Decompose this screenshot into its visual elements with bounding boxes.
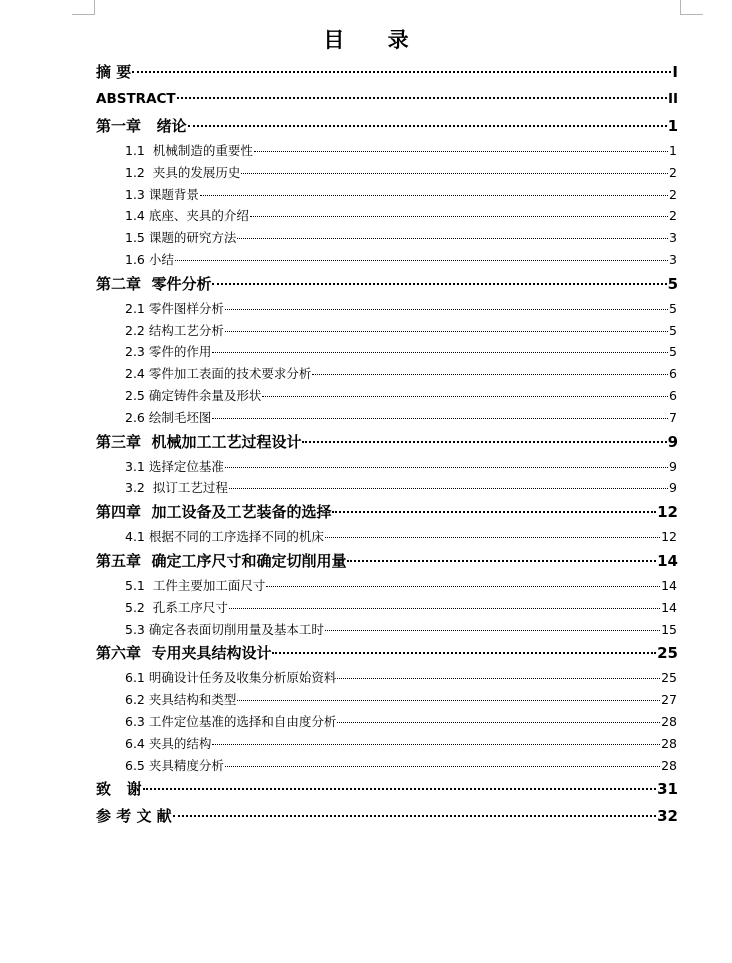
toc-entry-title: 第一章 绪论 — [96, 117, 187, 135]
dot-leader — [241, 173, 668, 174]
toc-section-entry[interactable] — [96, 526, 680, 548]
toc-entry-title: ABSTRACT — [96, 91, 176, 107]
toc-section-entry[interactable] — [96, 320, 680, 342]
toc-page-number: II — [667, 91, 678, 107]
toc-entry-title: 1.4 底座、夹具的介绍 — [125, 208, 249, 224]
toc-entry-title: 6.1 明确设计任务及收集分析原始资料 — [125, 670, 337, 686]
toc-section-entry[interactable] — [96, 667, 680, 689]
toc-title: 目 录 — [323, 28, 427, 52]
toc-section-entry[interactable] — [96, 597, 680, 619]
toc-entry-title: 参 考 文 献 — [96, 807, 172, 826]
toc-section-entry[interactable] — [96, 249, 680, 271]
toc-entry-title: 3.1 选择定位基准 — [125, 458, 224, 474]
dot-leader — [212, 283, 666, 285]
dot-leader — [266, 586, 660, 587]
toc-page-number: 2 — [669, 208, 677, 224]
toc-page-number: 28 — [661, 713, 677, 729]
toc-entry-title: 1.1 机械制造的重要性 — [125, 143, 253, 158]
toc-section-entry[interactable] — [96, 575, 680, 597]
toc-section-entry[interactable] — [96, 619, 680, 641]
toc-entry-title: 第二章 零件分析 — [96, 274, 212, 293]
toc-page-number: 25 — [657, 644, 678, 663]
toc-entry-title: 1.3 课题背景 — [125, 186, 199, 202]
toc-entry-title: 6.5 夹具精度分析 — [125, 757, 224, 773]
toc-chapter-entry[interactable] — [96, 113, 680, 140]
toc-entry-title: 3.2 拟订工艺过程 — [125, 480, 228, 496]
dot-leader — [262, 396, 668, 397]
toc-chapter-entry[interactable] — [96, 499, 680, 526]
toc-section-entry[interactable] — [96, 385, 680, 407]
toc-page-number: 14 — [661, 577, 677, 593]
dot-leader — [132, 71, 671, 73]
toc-entry-title: 5.3 确定各表面切削用量及基本工时 — [125, 621, 324, 637]
dot-leader — [177, 97, 667, 99]
toc-section-entry[interactable] — [96, 711, 680, 733]
toc-section-entry[interactable] — [96, 477, 680, 499]
toc-page-number: 5 — [667, 274, 678, 293]
dot-leader — [337, 722, 660, 723]
dot-leader — [225, 467, 668, 468]
dot-leader — [173, 815, 656, 817]
toc-chapter-entry[interactable] — [96, 776, 680, 803]
toc-page-number: 15 — [661, 621, 677, 637]
toc-section-entry[interactable] — [96, 298, 680, 320]
toc-chapter-entry[interactable] — [96, 86, 680, 113]
toc-section-entry[interactable] — [96, 162, 680, 184]
toc-page-number: 27 — [661, 692, 677, 708]
dot-leader — [237, 238, 668, 239]
table-of-contents — [96, 59, 680, 830]
toc-entry-title: 致 谢 — [96, 780, 142, 799]
toc-entry-title: 4.1 根据不同的工序选择不同的机床 — [125, 529, 324, 545]
toc-page-number: 2 — [669, 186, 677, 202]
toc-page-number: 25 — [661, 670, 677, 686]
toc-entry-title: 1.5 课题的研究方法 — [125, 230, 237, 246]
toc-entry-title: 2.5 确定铸件余量及形状 — [125, 387, 262, 403]
toc-page-number: 5 — [669, 300, 677, 316]
toc-entry-title: 2.2 结构工艺分析 — [125, 322, 224, 338]
dot-leader — [332, 511, 656, 513]
toc-entry-title: 第四章 加工设备及工艺装备的选择 — [96, 503, 332, 522]
toc-page-number: 12 — [661, 529, 677, 545]
toc-section-entry[interactable] — [96, 407, 680, 429]
dot-leader — [188, 125, 667, 127]
dot-leader — [302, 441, 666, 443]
toc-page-number: 9 — [669, 458, 677, 474]
dot-leader — [325, 537, 660, 538]
toc-entry-title: 6.4 夹具的结构 — [125, 735, 212, 751]
toc-entry-title: 第五章 确定工序尺寸和确定切削用量 — [96, 551, 347, 570]
toc-page-number: 9 — [667, 432, 678, 451]
toc-page-number: 1 — [669, 143, 677, 158]
toc-page-number: 31 — [657, 780, 678, 799]
toc-section-entry[interactable] — [96, 205, 680, 227]
page-corner-mark-right — [680, 0, 703, 15]
toc-page-number: 14 — [657, 551, 678, 570]
dot-leader — [143, 788, 656, 790]
toc-entry-title: 2.4 零件加工表面的技术要求分析 — [125, 366, 312, 382]
toc-entry-title: 6.3 工件定位基准的选择和自由度分析 — [125, 713, 337, 729]
toc-chapter-entry[interactable] — [96, 640, 680, 667]
dot-leader — [312, 374, 668, 375]
dot-leader — [225, 309, 668, 310]
toc-section-entry[interactable] — [96, 733, 680, 755]
toc-page-number: 32 — [657, 807, 678, 826]
dot-leader — [175, 260, 668, 261]
toc-section-entry[interactable] — [96, 184, 680, 206]
toc-chapter-entry[interactable] — [96, 429, 680, 456]
toc-page-number: 28 — [661, 757, 677, 773]
dot-leader — [212, 744, 660, 745]
toc-section-entry[interactable] — [96, 140, 680, 162]
toc-entry-title: 2.1 零件图样分析 — [125, 300, 224, 316]
dot-leader — [212, 352, 668, 353]
toc-page-number: 28 — [661, 735, 677, 751]
dot-leader — [237, 700, 660, 701]
toc-section-entry[interactable] — [96, 689, 680, 711]
dot-leader — [347, 560, 656, 562]
dot-leader — [229, 488, 668, 489]
toc-page-number: 5 — [669, 344, 677, 360]
toc-entry-title: 摘 要 — [96, 63, 132, 81]
toc-entry-title: 第六章 专用夹具结构设计 — [96, 644, 272, 663]
toc-page-number: 3 — [669, 230, 677, 246]
toc-page-number: 2 — [669, 164, 677, 180]
toc-page-number: 6 — [669, 387, 677, 403]
dot-leader — [254, 151, 668, 152]
toc-entry-title: 5.2 孔系工序尺寸 — [125, 599, 228, 615]
toc-entry-title: 第三章 机械加工工艺过程设计 — [96, 432, 302, 451]
dot-leader — [250, 216, 668, 217]
toc-entry-title: 2.6 绘制毛坯图 — [125, 409, 212, 425]
toc-section-entry[interactable] — [96, 363, 680, 385]
toc-page-number: 12 — [657, 503, 678, 522]
dot-leader — [225, 331, 668, 332]
dot-leader — [212, 418, 668, 419]
dot-leader — [225, 766, 660, 767]
toc-page-number: 9 — [669, 480, 677, 496]
toc-entry-title: 2.3 零件的作用 — [125, 344, 212, 360]
toc-chapter-entry[interactable] — [96, 803, 680, 830]
dot-leader — [200, 195, 668, 196]
toc-section-entry[interactable] — [96, 341, 680, 363]
dot-leader — [272, 652, 656, 654]
dot-leader — [229, 608, 660, 609]
toc-chapter-entry[interactable] — [96, 59, 680, 86]
toc-page-number: 6 — [669, 366, 677, 382]
dot-leader — [337, 678, 660, 679]
toc-section-entry[interactable] — [96, 456, 680, 478]
toc-entry-title: 6.2 夹具结构和类型 — [125, 692, 237, 708]
toc-chapter-entry[interactable] — [96, 271, 680, 298]
toc-entry-title: 5.1 工件主要加工面尺寸 — [125, 577, 266, 593]
toc-chapter-entry[interactable] — [96, 548, 680, 575]
toc-section-entry[interactable] — [96, 227, 680, 249]
toc-page-number: 3 — [669, 251, 677, 267]
dot-leader — [325, 630, 660, 631]
toc-section-entry[interactable] — [96, 755, 680, 777]
toc-page-number: 14 — [661, 599, 677, 615]
toc-entry-title: 1.6 小结 — [125, 251, 174, 267]
toc-page-number: 7 — [669, 409, 677, 425]
toc-page-number: 5 — [669, 322, 677, 338]
toc-entry-title: 1.2 夹具的发展历史 — [125, 164, 241, 180]
toc-page-number: 1 — [667, 117, 678, 135]
toc-page-number: I — [672, 63, 678, 81]
page-corner-mark-left — [72, 0, 95, 15]
